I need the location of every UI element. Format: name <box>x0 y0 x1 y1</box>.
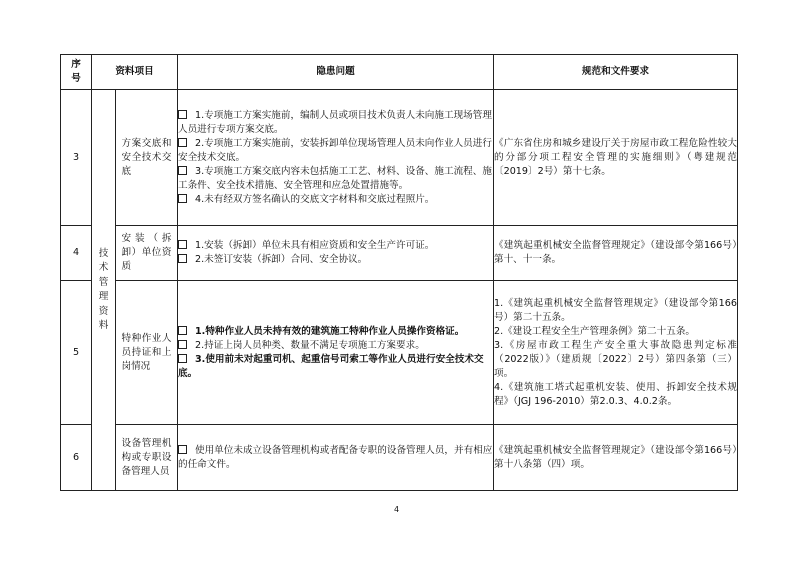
row-issues: 1.安装（拆卸）单位未具有相应资质和安全生产许可证。 2.未签订安装（拆卸）合同、安全协议。 <box>178 226 494 281</box>
row-item: 设备管理机构或专职设备管理人员 <box>116 425 178 491</box>
header-row <box>61 55 738 90</box>
row-index: 6 <box>61 425 92 491</box>
row-issues: 1.专项施工方案实施前，编制人员或项目技术负责人未向施工现场管理人员进行专项方案交底。 2.专项施工方案实施前，安装拆卸单位现场管理人员未向作业人员进行安全技术交底。 3.专项施工方案交底内容未包括施工工艺、材料、设备、施工流程、施工条件、安全技术措施、安全管理和应急处置措施等。 4.未有经双方签名确认的交底文字材料和交底过程照片。 <box>178 90 494 226</box>
page-number: 4 <box>393 505 400 514</box>
table-row <box>61 226 738 281</box>
row-index: 4 <box>61 226 92 281</box>
row-issues: 1.特种作业人员未持有效的建筑施工特种作业人员操作资格证。 2.持证上岗人员种类、数量不满足专项施工方案要求。 3.使用前未对起重司机、起重信号司索工等作业人员进行安全技术交底。 <box>178 281 494 425</box>
checkbox-icon[interactable] <box>178 445 187 454</box>
checkbox-icon[interactable] <box>178 326 187 335</box>
header-requirements: 规范和文件要求 <box>494 55 738 90</box>
checkbox-icon[interactable] <box>178 194 187 203</box>
checkbox-icon[interactable] <box>178 354 187 363</box>
row-item: 方案交底和安全技术交底 <box>116 90 178 226</box>
category-cell <box>92 90 116 491</box>
row-issues: 使用单位未成立设备管理机构或者配备专职的设备管理人员，并有相应的任命文件。 <box>178 425 494 491</box>
checkbox-icon[interactable] <box>178 138 187 147</box>
table-row <box>61 281 738 425</box>
header-category: 资料项目 <box>92 55 178 90</box>
header-index: 序号 <box>61 55 92 90</box>
inspection-table <box>60 54 738 491</box>
row-item: 特种作业人员持证和上岗情况 <box>116 281 178 425</box>
row-requirements: 《建筑起重机械安全监督管理规定》（建设部令第166号）第十八条第（四）项。 <box>494 425 738 491</box>
checkbox-icon[interactable] <box>178 240 187 249</box>
table-row <box>61 425 738 491</box>
row-index: 5 <box>61 281 92 425</box>
category-label: 技术管理资料 <box>98 247 109 331</box>
row-requirements: 《建筑起重机械安全监督管理规定》（建设部令第166号）第十、十一条。 <box>494 226 738 281</box>
header-issues: 隐患问题 <box>178 55 494 90</box>
checkbox-icon[interactable] <box>178 166 187 175</box>
row-requirements: 《广东省住房和城乡建设厅关于房屋市政工程危险性较大的分部分项工程安全管理的实施细则》（粤建规范〔2019〕2号）第十七条。 <box>494 90 738 226</box>
checkbox-icon[interactable] <box>178 340 187 349</box>
checkbox-icon[interactable] <box>178 254 187 263</box>
row-requirements: 1.《建筑起重机械安全监督管理规定》（建设部令第166号）第二十五条。 2.《建设工程安全生产管理条例》第二十五条。 3.《房屋市政工程生产安全重大事故隐患判定标准（2022版）》（建质规〔2022〕2号）第四条第（三）项。 4.《建筑施工塔式起重机安装、使用、拆卸安全技术规程》（JGJ 196-2010）第2.0.3、4.0.2条。 <box>494 281 738 425</box>
row-item: 安装（拆卸）单位资质 <box>116 226 178 281</box>
row-index: 3 <box>61 90 92 226</box>
checkbox-icon[interactable] <box>178 110 187 119</box>
table-row <box>61 90 738 226</box>
